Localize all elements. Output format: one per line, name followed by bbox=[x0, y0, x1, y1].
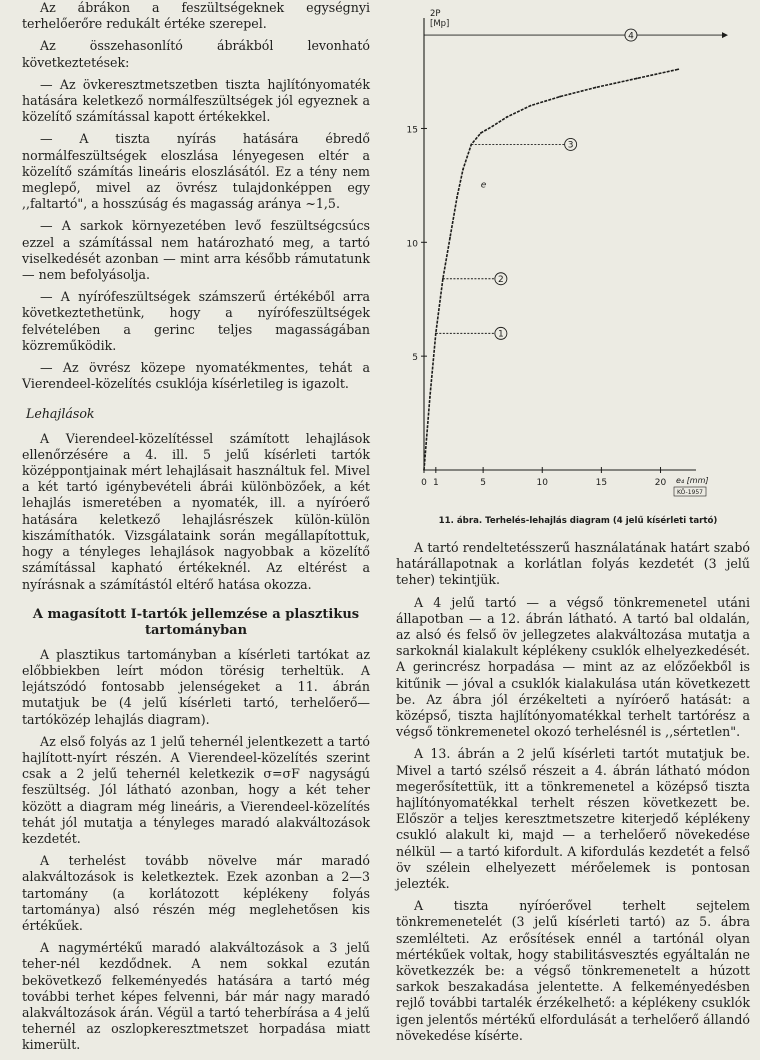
right-column bbox=[396, 540, 750, 1050]
data-point bbox=[462, 169, 464, 171]
data-point bbox=[429, 396, 431, 398]
body-paragraph: A 13. ábrán a 2 jelű kísérleti tartót mutatjuk be. Mivel a tartó szélső részeit a 4. ábrán látható módon megerősítettük, itt a tönkremenetel a középső tiszta hajlítónyomatékkal terhelt részen következett be. Először a teljes keresztmetszetre kiterjedő képlékeny csukló alakult ki, majd — a terhelőerő növekedése nélkül — a tartó kifordult. A kifordulás kezdetét a felső öv szélein elhelyezett mérőelemek is pontosan jelezték. bbox=[396, 746, 750, 892]
body-paragraph: Az első folyás az 1 jelű tehernél jelentkezett a tartó hajlított-nyírt részén. A Vierendeel-közelítés szerint csak a 2 jelű tehernél keletkezik σ=σF nagyságú feszültség. Jól látható azonban, hogy a két teher között a diagram még lineáris, a Vierendeel-közelítés tehát jól mutatja a tényleges maradó alakváltozások kezdetét. bbox=[22, 733, 370, 846]
body-paragraph: Az összehasonlító ábrákból levonható következtetések: bbox=[22, 38, 370, 70]
data-point bbox=[530, 105, 532, 107]
stamp-text: KÖ-1957 bbox=[677, 489, 703, 496]
data-point bbox=[480, 132, 482, 134]
body-paragraph: A Vierendeel-közelítéssel számított lehajlások ellenőrzésére a 4. ill. 5 jelű kísérleti tartók középpontjainak mért lehajlásait használtuk fel. Mivel a két tartó igénybevételi ábrái különbözőek, a két lehajlás ismeretében a nyomaték, ill. a nyíróerő hatására keletkező lehajlásrészek külön-külön kiszámíthatók. Vizsgálataink során megállapítottuk, hogy a tényleges lehajlások nagyobbak a közelítő számítással kapható értékeknél. Az eltérést a nyírásnak a számítástól eltérő hatása okozza. bbox=[22, 430, 370, 592]
y-axis-label: 2P bbox=[430, 9, 441, 19]
body-paragraph: — Az övrész közepe nyomatékmentes, tehát a Vierendeel-közelítés csuklója kísérletileg is igazolt. bbox=[22, 360, 370, 392]
section-heading-plastic: A magasított I-tartók jellemzése a plasztikus tartományban bbox=[32, 606, 360, 638]
x-tick-label: 1 bbox=[432, 478, 439, 488]
left-column bbox=[22, 0, 370, 1060]
marker-label-1: 1 bbox=[498, 329, 504, 340]
body-paragraph: — A sarkok környezetében levő feszültségcsúcs ezzel a számítással nem határozható meg, a tartó viselkedését azonban — mint arra később rámutatunk — nem befolyásolja. bbox=[22, 218, 370, 283]
x-tick-label: 0 bbox=[421, 478, 427, 488]
x-tick-label: 5 bbox=[480, 478, 486, 488]
load-deflection-chart bbox=[396, 8, 750, 513]
data-point bbox=[559, 96, 561, 98]
data-point bbox=[492, 125, 494, 127]
body-paragraph: — A nyírófeszültségek számszerű értékéből arra következtethetünk, hogy a nyírófeszültségek felvételében a gerinc teljes magasságában közreműködik. bbox=[22, 289, 370, 353]
left-plastic-paragraphs bbox=[22, 647, 370, 1054]
y-axis-unit: [Mp] bbox=[430, 19, 450, 29]
body-paragraph: A plasztikus tartományban a kísérleti tartókat az előbbiekben leírt módon törésig terheltük. A lejátszódó fontosabb jelenségeket a 11. ábrán mutatjuk be (4 jelű kísérleti tartó, terhelőerő—tartóközép lehajlás diagram). bbox=[22, 646, 370, 727]
series-line bbox=[424, 69, 678, 470]
x-tick-label: 10 bbox=[536, 478, 548, 488]
data-point bbox=[423, 469, 425, 471]
figure-11-chart bbox=[396, 8, 750, 528]
body-paragraph: A terhelést tovább növelve már maradó alakváltozások is keletkeztek. Ezek azonban a 2—3 tartomány (a korlátozott képlékeny folyás tartománya) alsó részén még meglehetősen kis értékűek. bbox=[22, 853, 370, 933]
curve-label: e bbox=[480, 180, 487, 191]
body-paragraph: A nagymértékű maradó alakváltozások a 3 jelű teher-nél kezdődnek. A nem sokkal ezután bekövetkező felkeményedés hatására a tartó még további terhet képes felvenni, bár már nagy maradó alakváltozások árán. Végül a tartó teherbírása a 4 jelű tehernél az oszlopkeresztmetszet horpadása miatt kimerült. bbox=[22, 940, 370, 1053]
body-paragraph: — Az övkeresztmetszetben tiszta hajlítónyomaték hatására keletkező normálfeszültségek jól egyeznek a közelítő számítással kapott értékekkel. bbox=[22, 76, 370, 125]
body-paragraph: — A tiszta nyírás hatására ébredő normálfeszültségek eloszlása lényegesen eltér a közelítő számítás lineáris eloszlásától. Ez a tény nem meglepő, mivel az övrész tulajdonképpen egy ,,faltartó", a hosszúság és magasság aránya ~1,5. bbox=[22, 131, 370, 212]
marker-arrow-4 bbox=[722, 32, 728, 38]
figure-caption: 11. ábra. Terhelés-lehajlás diagram (4 jelű kísérleti tartó) bbox=[438, 516, 718, 526]
body-paragraph: A 4 jelű tartó — a végső tönkremenetel utáni állapotban — a 12. ábrán látható. A tartó bal oldalán, az alsó és felső öv jellegzetes alakváltozása mutatja a sarkoknál kialakult képlékeny csuklók elhelyezkedését. A gerincrész horpadása — mint az az előzőekből is kitűnik — jóval a csuklók kialakulása után következett be. Az ábra jól érzékelteti a nyíróerő hatását: a középső, tiszta hajlítónyomatékkal terhelt tartórész a végső tönkremenetel okozó terhelésnél is ,,sértetlen". bbox=[396, 594, 750, 740]
marker-label-2: 2 bbox=[498, 275, 504, 286]
y-tick-label: 10 bbox=[406, 239, 418, 250]
y-tick-label: 15 bbox=[406, 125, 418, 136]
body-paragraph: A tartó rendeltetésszerű használatának határt szabó határállapotnak a korlátlan folyás kezdetét (3 jelű teher) tekintjük. bbox=[396, 540, 750, 588]
left-intro-paragraphs bbox=[22, 0, 370, 392]
right-paragraphs bbox=[396, 540, 750, 1044]
body-paragraph: A tiszta nyíróerővel terhelt sejtelem tönkremenetelét (3 jelű kísérleti tartó) az 5. ábra szemlélteti. Az erősítések ennél a tartónál olyan mértékűek voltak, hogy stabilitásvesztés egyáltalán ne következzék be: a végső tönkremenetelt a húzott sarkok beszakadása jelentette. A felkeményedésben rejlő további tartalék érzékelhető: a képlékeny csuklók igen jelentős mértékű elfordulását a terhelőerő állandó növekedése kísérte. bbox=[396, 898, 750, 1043]
x-tick-label: 20 bbox=[654, 478, 667, 488]
data-point bbox=[636, 77, 638, 79]
y-tick-label: 5 bbox=[412, 353, 418, 364]
section-heading-lehajlasok: Lehajlások bbox=[26, 406, 95, 422]
data-point bbox=[456, 196, 458, 198]
data-point bbox=[449, 237, 451, 239]
left-deflection-paragraphs bbox=[22, 431, 370, 593]
data-point bbox=[595, 87, 597, 89]
data-point bbox=[677, 68, 679, 70]
marker-label-3: 3 bbox=[567, 140, 574, 151]
x-axis-label: e₄ [mm] bbox=[676, 476, 709, 485]
x-tick-label: 15 bbox=[595, 478, 608, 488]
data-point bbox=[506, 116, 508, 118]
body-paragraph: Az ábrákon a feszültségeknek egységnyi terhelőerőre redukált értéke szerepel. bbox=[22, 0, 370, 32]
marker-label-4: 4 bbox=[628, 31, 634, 42]
